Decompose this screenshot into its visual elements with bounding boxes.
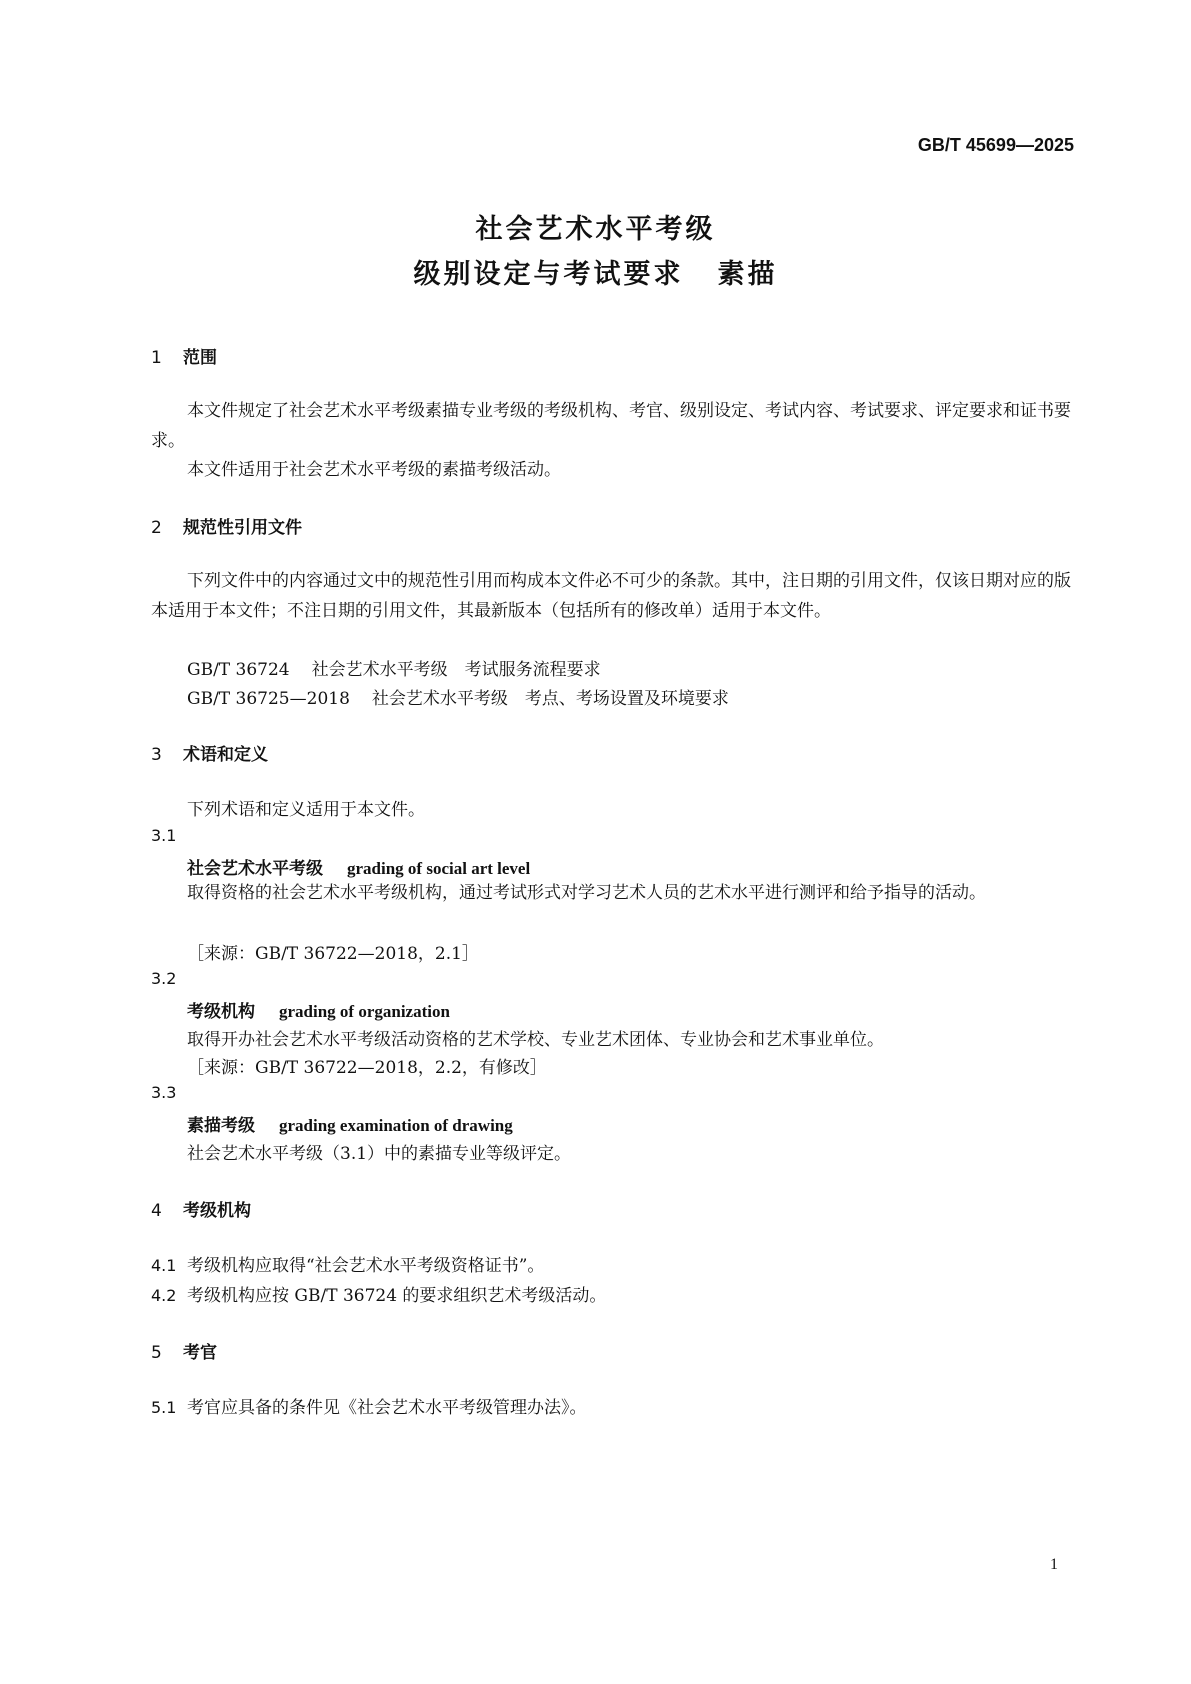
reference-title: 社会艺术水平考级 考点、考场设置及环境要求 xyxy=(371,689,729,709)
term-number: 3.3 xyxy=(151,1083,177,1102)
section-title: 考级机构 xyxy=(183,1201,251,1221)
section-number: 5 xyxy=(151,1343,162,1363)
section-heading-normative-references xyxy=(151,513,302,538)
term-entry xyxy=(187,997,450,1022)
section-heading-terms xyxy=(151,740,268,765)
term-entry xyxy=(187,1111,513,1136)
term-en: grading of organization xyxy=(279,1002,450,1021)
section-number: 4 xyxy=(151,1201,162,1221)
clause-text: 考级机构应按 GB/T 36724 的要求组织艺术考级活动。 xyxy=(187,1286,607,1306)
term-entry xyxy=(187,854,530,879)
title-part-main: 级别设定与考试要求 xyxy=(413,259,684,290)
reference-code: GB/T 36724 xyxy=(187,660,290,680)
section-number: 2 xyxy=(151,518,162,538)
term-definition: 社会艺术水平考级（3.1）中的素描专业等级评定。 xyxy=(187,1144,572,1164)
section-title: 规范性引用文件 xyxy=(183,518,302,538)
document-title-line1: 社会艺术水平考级 xyxy=(475,214,716,245)
clause xyxy=(151,1393,587,1418)
standard-number: GB/T 45699—2025 xyxy=(917,135,1074,155)
clause xyxy=(151,1281,606,1306)
reference-code: GB/T 36725—2018 xyxy=(187,689,350,709)
term-zh: 考级机构 xyxy=(187,1002,255,1022)
title-part-subject: 素描 xyxy=(717,259,778,290)
references-paragraph: 下列文件中的内容通过文中的规范性引用而构成本文件必不可少的条款。其中，注日期的引用文件，仅该日期对应的版本适用于本文件；不注日期的引用文件，其最新版本（包括所有的修改单）适用于本文件。 xyxy=(151,571,1071,621)
reference-item xyxy=(187,655,601,680)
term-number: 3.1 xyxy=(151,826,177,845)
term-en: grading of social art level xyxy=(347,859,531,878)
clause-text: 考官应具备的条件见《社会艺术水平考级管理办法》。 xyxy=(187,1398,587,1418)
reference-title: 社会艺术水平考级 考试服务流程要求 xyxy=(311,660,601,680)
term-source: ［来源：GB/T 36722—2018，2.1］ xyxy=(187,944,479,964)
term-source: ［来源：GB/T 36722—2018，2.2，有修改］ xyxy=(187,1058,547,1078)
section-number: 1 xyxy=(151,348,162,368)
term-zh: 素描考级 xyxy=(187,1116,255,1136)
term-definition: 取得资格的社会艺术水平考级机构，通过考试形式对学习艺术人员的艺术水平进行测评和给予指导的活动。 xyxy=(187,883,986,903)
section-number: 3 xyxy=(151,745,162,765)
term-definition: 取得开办社会艺术水平考级活动资格的艺术学校、专业艺术团体、专业协会和艺术事业单位。 xyxy=(187,1030,884,1050)
section-heading-grading-organization xyxy=(151,1196,251,1221)
clause-number: 4.2 xyxy=(151,1286,177,1305)
page-number: 1 xyxy=(1050,1556,1058,1573)
clause-number: 4.1 xyxy=(151,1256,177,1275)
section-heading-examiner xyxy=(151,1338,217,1363)
clause xyxy=(151,1251,544,1276)
document-title-line2 xyxy=(0,252,1191,291)
scope-paragraph-1: 本文件规定了社会艺术水平考级素描专业考级的考级机构、考官、级别设定、考试内容、考试要求、评定要求和证书要求。 xyxy=(151,401,1071,451)
reference-item xyxy=(187,684,729,709)
clause-text: 考级机构应取得“社会艺术水平考级资格证书”。 xyxy=(187,1256,545,1276)
term-number: 3.2 xyxy=(151,969,177,988)
section-title: 范围 xyxy=(183,348,217,368)
scope-paragraph-2: 本文件适用于社会艺术水平考级的素描考级活动。 xyxy=(187,460,561,480)
section-title: 术语和定义 xyxy=(183,745,268,765)
term-zh: 社会艺术水平考级 xyxy=(187,859,323,879)
term-en: grading examination of drawing xyxy=(279,1116,513,1135)
clause-number: 5.1 xyxy=(151,1398,177,1417)
section-title: 考官 xyxy=(183,1343,217,1363)
section-heading-scope xyxy=(151,343,217,368)
terms-intro: 下列术语和定义适用于本文件。 xyxy=(187,800,425,820)
